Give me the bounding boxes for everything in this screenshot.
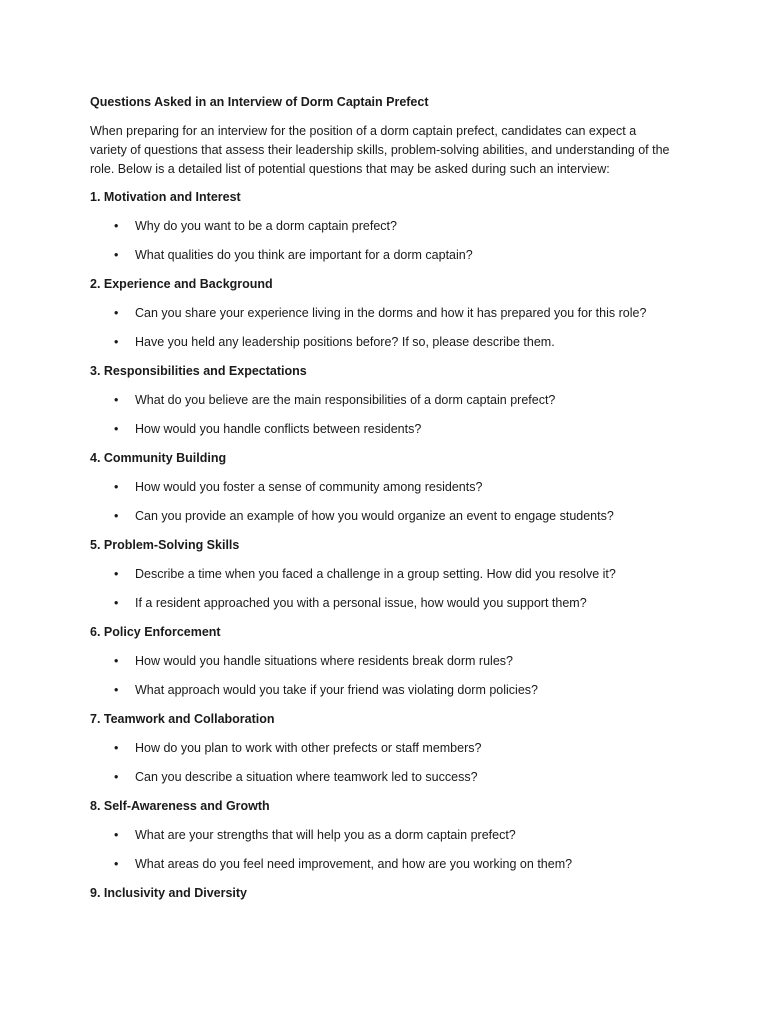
question-list <box>90 304 670 351</box>
question-text: Why do you want to be a dorm captain prefect? <box>135 219 397 233</box>
bullet-icon: • <box>114 596 119 610</box>
question-list-item <box>90 739 670 757</box>
question-list-item <box>90 391 670 409</box>
question-section <box>90 449 670 525</box>
question-list <box>90 652 670 699</box>
bullet-icon: • <box>114 857 119 871</box>
question-list-item <box>90 420 670 438</box>
question-text: What are your strengths that will help you as a dorm captain prefect? <box>135 828 516 842</box>
bullet-icon: • <box>114 509 119 523</box>
question-list <box>90 565 670 612</box>
question-text: How would you foster a sense of community among residents? <box>135 480 483 494</box>
question-text: Can you share your experience living in the dorms and how it has prepared you for this role? <box>135 306 647 320</box>
question-section <box>90 362 670 438</box>
question-list-item <box>90 333 670 351</box>
question-list-item <box>90 594 670 612</box>
document-title: Questions Asked in an Interview of Dorm Captain Prefect <box>90 95 429 109</box>
question-list <box>90 826 670 873</box>
bullet-icon: • <box>114 683 119 697</box>
question-section <box>90 797 670 873</box>
question-text: What qualities do you think are important for a dorm captain? <box>135 248 473 262</box>
question-list-item <box>90 478 670 496</box>
section-heading: 8. Self-Awareness and Growth <box>90 799 270 813</box>
question-text: Can you describe a situation where teamwork led to success? <box>135 770 478 784</box>
question-list-item <box>90 246 670 264</box>
question-text: Have you held any leadership positions before? If so, please describe them. <box>135 335 555 349</box>
question-list <box>90 391 670 438</box>
bullet-icon: • <box>114 422 119 436</box>
bullet-icon: • <box>114 770 119 784</box>
intro-paragraph: When preparing for an interview for the position of a dorm captain prefect, candidates can expect a variety of questions that assess their leadership skills, problem-solving abilities, and understanding of the role. Below is a detailed list of potential questions that may be asked during such an interview: <box>90 124 670 176</box>
question-text: What do you believe are the main responsibilities of a dorm captain prefect? <box>135 393 556 407</box>
question-list <box>90 217 670 264</box>
question-text: How would you handle conflicts between residents? <box>135 422 422 436</box>
question-list-item <box>90 304 670 322</box>
section-heading: 1. Motivation and Interest <box>90 190 241 204</box>
bullet-icon: • <box>114 335 119 349</box>
bullet-icon: • <box>114 248 119 262</box>
question-section <box>90 710 670 786</box>
section-heading: 9. Inclusivity and Diversity <box>90 886 248 900</box>
question-text: How do you plan to work with other prefects or staff members? <box>135 741 482 755</box>
section-heading: 7. Teamwork and Collaboration <box>90 712 275 726</box>
bullet-icon: • <box>114 480 119 494</box>
question-list-item <box>90 507 670 525</box>
question-text: Can you provide an example of how you would organize an event to engage students? <box>135 509 614 523</box>
question-list-item <box>90 826 670 844</box>
question-section <box>90 536 670 612</box>
question-list-item <box>90 565 670 583</box>
question-text: How would you handle situations where residents break dorm rules? <box>135 654 513 668</box>
bullet-icon: • <box>114 219 119 233</box>
question-sections <box>90 188 670 902</box>
section-heading: 6. Policy Enforcement <box>90 625 221 639</box>
question-list <box>90 739 670 786</box>
question-list <box>90 478 670 525</box>
section-heading: 5. Problem-Solving Skills <box>90 538 240 552</box>
question-list-item <box>90 768 670 786</box>
question-text: What areas do you feel need improvement, and how are you working on them? <box>135 857 573 871</box>
document-page <box>90 93 670 913</box>
question-list-item <box>90 652 670 670</box>
question-text: If a resident approached you with a personal issue, how would you support them? <box>135 596 587 610</box>
question-list-item <box>90 681 670 699</box>
bullet-icon: • <box>114 741 119 755</box>
question-section <box>90 275 670 351</box>
section-heading: 3. Responsibilities and Expectations <box>90 364 307 378</box>
section-heading: 4. Community Building <box>90 451 227 465</box>
section-heading: 2. Experience and Background <box>90 277 273 291</box>
bullet-icon: • <box>114 654 119 668</box>
bullet-icon: • <box>114 306 119 320</box>
bullet-icon: • <box>114 393 119 407</box>
question-list-item <box>90 217 670 235</box>
question-section <box>90 623 670 699</box>
question-text: Describe a time when you faced a challenge in a group setting. How did you resolve it? <box>135 567 616 581</box>
bullet-icon: • <box>114 828 119 842</box>
question-section <box>90 884 670 902</box>
bullet-icon: • <box>114 567 119 581</box>
question-section <box>90 188 670 264</box>
question-list-item <box>90 855 670 873</box>
question-text: What approach would you take if your friend was violating dorm policies? <box>135 683 538 697</box>
